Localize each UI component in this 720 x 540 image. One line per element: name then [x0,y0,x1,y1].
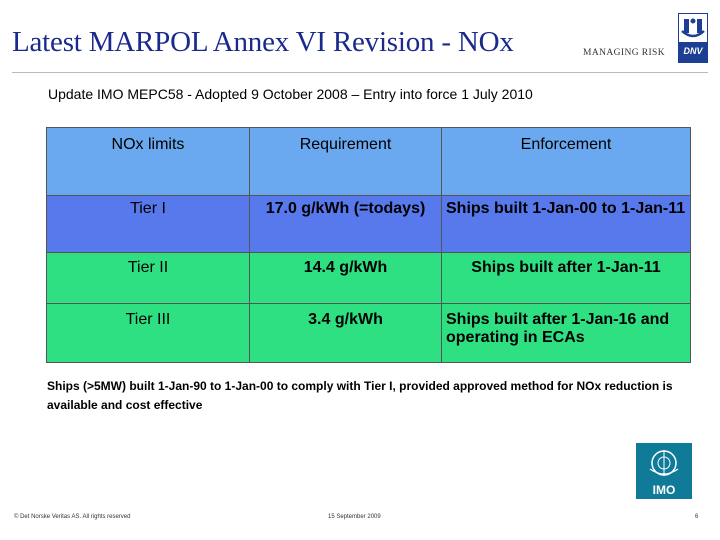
requirement-cell: 3.4 g/kWh [250,304,442,363]
enforcement-cell: Ships built 1-Jan-00 to 1-Jan-11 [442,196,691,253]
compliance-note: Ships (>5MW) built 1-Jan-90 to 1-Jan-00 to comply with Tier I, provided approved method for NOx reduction is available and cost effective [47,379,673,412]
requirement-cell: 17.0 g/kWh (=todays) [250,196,442,253]
header-requirement: Requirement [250,128,442,196]
table-row-tier-1 [47,196,691,253]
table-header-row [47,128,691,196]
imo-emblem-icon [636,443,692,483]
tier-cell: Tier III [47,304,250,363]
header-enforcement: Enforcement [442,128,691,196]
imo-logo [636,443,692,499]
footer-page-number: 6 [695,514,699,520]
table-row-tier-2 [47,253,691,304]
tier-cell: Tier II [47,253,250,304]
imo-logo-text: IMO [652,483,676,497]
slide-subtitle: Update IMO MEPC58 - Adopted 9 October 2008 – Entry into force 1 July 2010 [48,86,533,102]
slide-title: Latest MARPOL Annex VI Revision - NOx [12,26,514,58]
footer-copyright: © Det Norske Veritas AS. All rights reserved [14,514,131,520]
tier-cell: Tier I [47,196,250,253]
dnv-logo-text: DNV [683,46,703,56]
table-row-tier-3 [47,304,691,363]
managing-risk-tagline: MANAGING RISK [583,48,665,58]
enforcement-cell: Ships built after 1-Jan-16 and operating in ECAs [442,304,691,363]
requirement-cell: 14.4 g/kWh [250,253,442,304]
header-divider [12,72,708,73]
nox-limits-table [46,127,691,363]
footer-date: 15 September 2009 [328,514,381,520]
header-nox-limits: NOx limits [47,128,250,196]
enforcement-cell: Ships built after 1-Jan-11 [442,253,691,304]
dnv-logo-wordmark [678,43,708,63]
dnv-logo-emblem [678,13,708,43]
